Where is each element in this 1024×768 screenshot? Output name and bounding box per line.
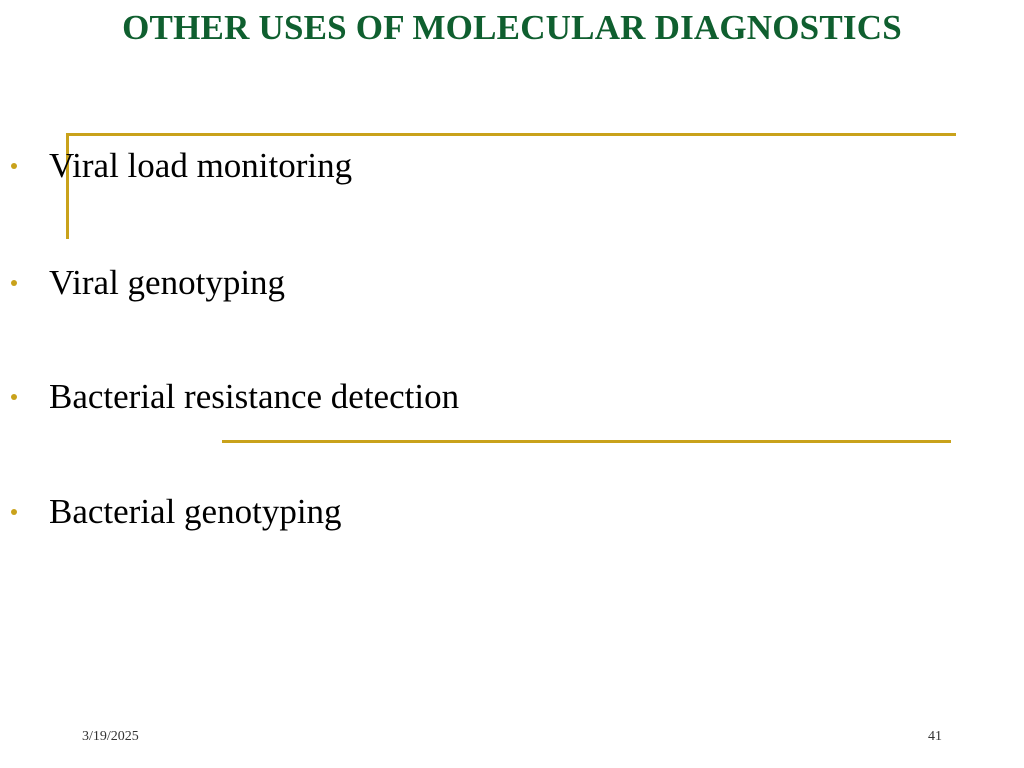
bullet-dot-icon bbox=[11, 394, 17, 400]
bullet-text: Bacterial resistance detection bbox=[49, 377, 460, 416]
bullet-dot-icon bbox=[11, 280, 17, 286]
list-item bbox=[0, 146, 1024, 186]
footer-date: 3/19/2025 bbox=[82, 729, 139, 744]
bullet-dot-icon bbox=[11, 509, 17, 515]
bullet-text: Viral genotyping bbox=[49, 263, 286, 302]
bullet-dot-icon bbox=[11, 163, 17, 169]
slide-title: OTHER USES OF MOLECULAR DIAGNOSTICS bbox=[122, 8, 902, 47]
bullet-text: Bacterial genotyping bbox=[49, 492, 342, 531]
list-item bbox=[0, 263, 1024, 303]
list-item bbox=[0, 492, 1024, 532]
bullet-text: Viral load monitoring bbox=[49, 146, 353, 185]
list-item bbox=[0, 377, 1024, 417]
footer-page-number: 41 bbox=[928, 729, 942, 744]
